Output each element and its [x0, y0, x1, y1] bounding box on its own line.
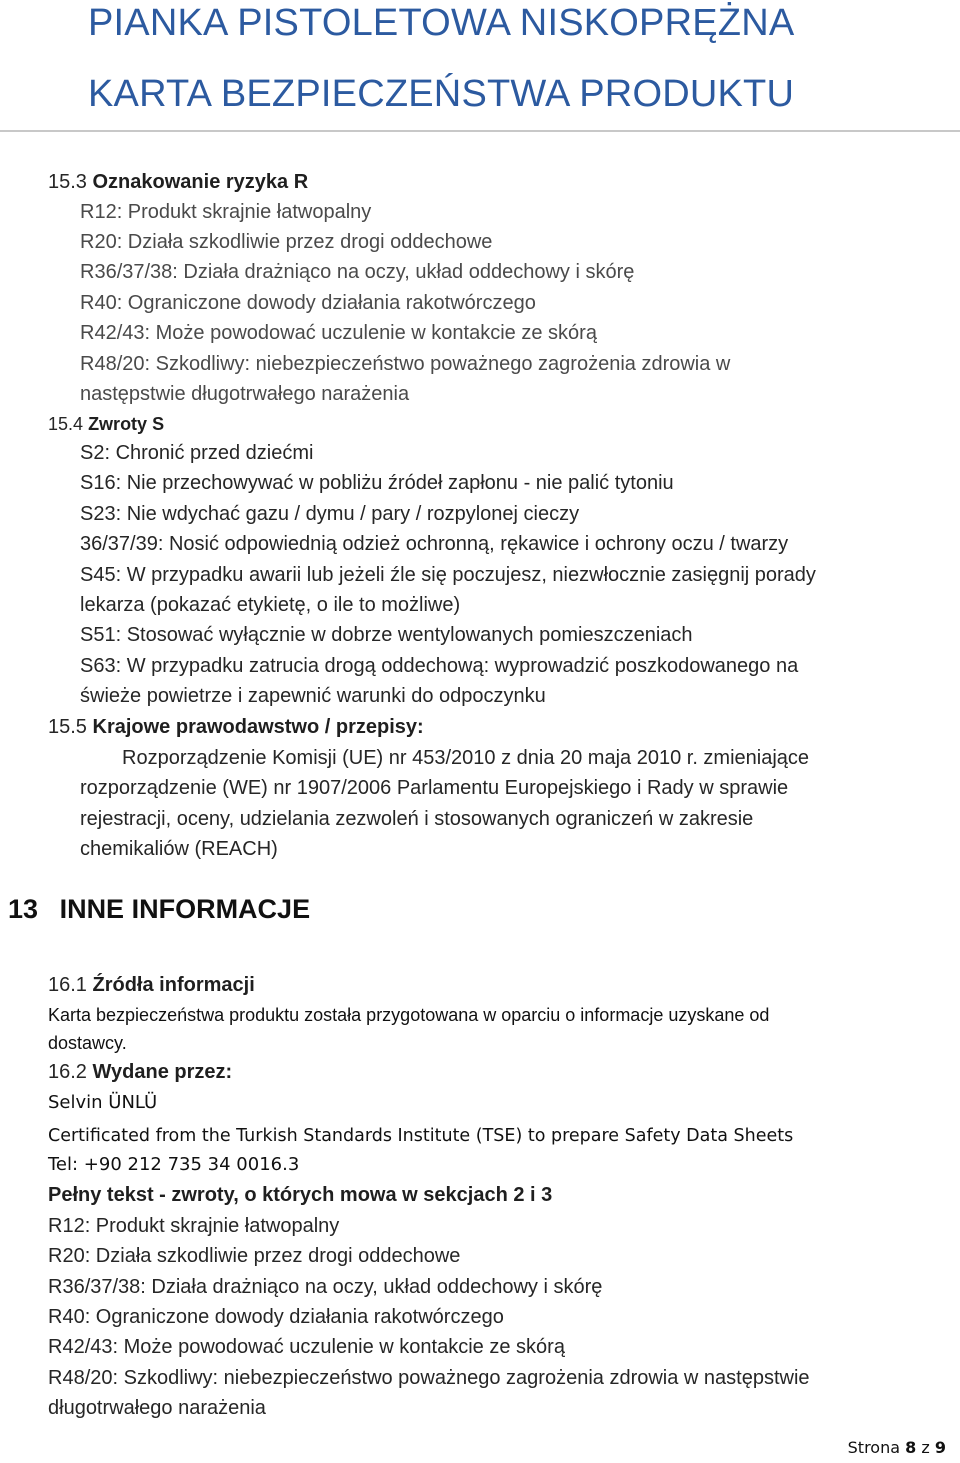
section-13-heading [8, 894, 310, 925]
legislation-line: chemikaliów (REACH) [80, 838, 278, 860]
risk-phrase-line: R36/37/38: Działa drażniąco na oczy, układ oddechowy i skórę [80, 261, 635, 283]
risk-phrase-line: R12: Produkt skrajnie łatwopalny [80, 201, 372, 223]
document-title-line1: PIANKA PISTOLETOWA NISKOPRĘŻNA [88, 2, 795, 44]
section-15-4-heading [48, 412, 164, 436]
fulltext-line: R20: Działa szkodliwie przez drogi oddechowe [48, 1245, 461, 1267]
risk-phrase-line: R20: Działa szkodliwie przez drogi oddechowe [80, 231, 493, 253]
section-number: 15.4 [48, 414, 84, 434]
issuer-certification: Certificated from the Turkish Standards Institute (TSE) to prepare Safety Data Sheets [48, 1126, 794, 1146]
fulltext-line: R36/37/38: Działa drażniąco na oczy, układ oddechowy i skórę [48, 1276, 603, 1298]
section-15-5-heading [48, 715, 424, 739]
safety-phrase-line: świeże powietrze i zapewnić warunki do odpoczynku [80, 685, 546, 707]
risk-phrase-line: następstwie długotrwałego narażenia [80, 383, 410, 405]
risk-phrase-line: R42/43: Może powodować uczulenie w kontakcie ze skórą [80, 322, 597, 344]
issuer-name: Selvin ÜNLÜ [48, 1092, 158, 1113]
page-label: Strona [847, 1438, 901, 1457]
risk-phrase-line: R48/20: Szkodliwy: niebezpieczeństwo poważnego zagrożenia zdrowia w [80, 353, 731, 375]
fulltext-line: R42/43: Może powodować uczulenie w kontakcie ze skórą [48, 1336, 565, 1358]
section-15-3-heading [48, 170, 308, 194]
legislation-line: rozporządzenie (WE) nr 1907/2006 Parlamentu Europejskiego i Rady w sprawie [80, 777, 789, 799]
fulltext-line: długotrwałego narażenia [48, 1397, 266, 1419]
header-divider [0, 130, 960, 132]
issuer-telephone: Tel: +90 212 735 34 0016.3 [48, 1154, 300, 1175]
safety-phrase-line: S51: Stosować wyłącznie w dobrze wentylowanych pomieszczeniach [80, 624, 693, 646]
fulltext-line: R48/20: Szkodliwy: niebezpieczeństwo poważnego zagrożenia zdrowia w następstwie [48, 1367, 810, 1389]
section-16-1-heading [48, 973, 255, 997]
current-page: 8 [905, 1438, 917, 1457]
safety-phrase-line: S63: W przypadku zatrucia drogą oddechową: wyprowadzić poszkodowanego na [80, 655, 799, 677]
safety-phrase-line: S23: Nie wdychać gazu / dymu / pary / rozpylonej cieczy [80, 503, 580, 525]
fulltext-heading: Pełny tekst - zwroty, o których mowa w sekcjach 2 i 3 [48, 1184, 553, 1206]
safety-phrase-line: 36/37/39: Nosić odpowiednią odzież ochronną, rękawice i ochrony oczu / twarzy [80, 533, 789, 555]
section-number: 16.2 [48, 1061, 87, 1083]
section-number: 13 [8, 894, 39, 924]
risk-phrase-line: R40: Ograniczone dowody działania rakotwórczego [80, 292, 536, 314]
section-title: Krajowe prawodawstwo / przepisy: [92, 716, 424, 738]
info-source-line: Karta bezpieczeństwa produktu została przygotowana w oparciu o informacje uzyskane od [48, 1005, 770, 1025]
section-number: 15.5 [48, 716, 87, 738]
total-pages: 9 [934, 1438, 946, 1457]
info-source-line: dostawcy. [48, 1033, 127, 1053]
section-number: 15.3 [48, 171, 87, 193]
section-title: Zwroty S [88, 414, 165, 434]
section-title: Źródła informacji [92, 974, 255, 996]
fulltext-line: R12: Produkt skrajnie łatwopalny [48, 1215, 340, 1237]
section-title: INNE INFORMACJE [59, 894, 311, 924]
page-of-label: z [921, 1438, 930, 1457]
page-number [848, 1438, 946, 1457]
safety-phrase-line: S45: W przypadku awarii lub jeżeli źle się poczujesz, niezwłocznie zasięgnij porady [80, 564, 816, 586]
section-title: Oznakowanie ryzyka R [92, 171, 309, 193]
section-16-2-heading [48, 1060, 232, 1084]
safety-phrase-line: lekarza (pokazać etykietę, o ile to możliwe) [80, 594, 461, 616]
legislation-line: rejestracji, oceny, udzielania zezwoleń i stosowanych ograniczeń w zakresie [80, 808, 754, 830]
section-number: 16.1 [48, 974, 87, 996]
legislation-line: Rozporządzenie Komisji (UE) nr 453/2010 z dnia 20 maja 2010 r. zmieniające [122, 747, 810, 769]
safety-phrase-line: S2: Chronić przed dziećmi [80, 442, 314, 464]
fulltext-line: R40: Ograniczone dowody działania rakotwórczego [48, 1306, 504, 1328]
safety-phrase-line: S16: Nie przechowywać w pobliżu źródeł zapłonu - nie palić tytoniu [80, 472, 674, 494]
document-title-line2: KARTA BEZPIECZEŃSTWA PRODUKTU [88, 73, 795, 115]
section-title: Wydane przez: [92, 1061, 233, 1083]
